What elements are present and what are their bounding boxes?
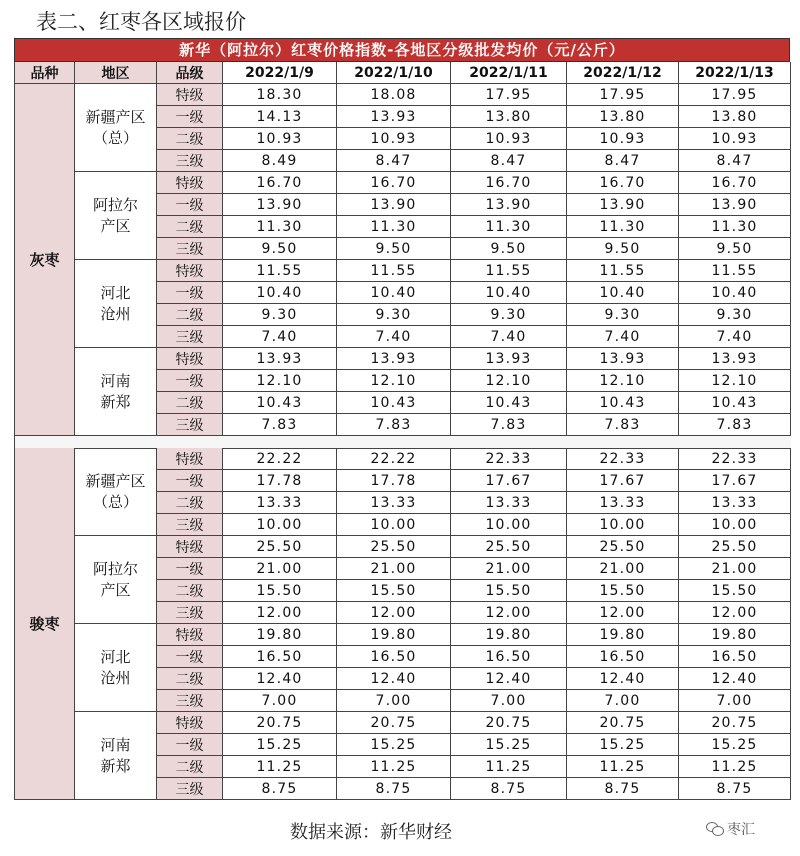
price-cell: 20.75	[567, 712, 679, 734]
price-cell: 10.43	[223, 392, 337, 414]
price-cell: 15.25	[451, 734, 567, 756]
grade-label: 一级	[157, 106, 223, 128]
price-cell: 8.75	[337, 778, 451, 800]
price-cell: 11.30	[337, 216, 451, 238]
price-cell: 22.22	[223, 448, 337, 470]
price-cell: 10.00	[337, 514, 451, 536]
price-cell: 9.30	[679, 304, 791, 326]
price-cell: 13.90	[223, 194, 337, 216]
region-name-line1: 河北	[100, 647, 131, 666]
grade-label: 特级	[157, 260, 223, 282]
price-cell: 10.93	[223, 128, 337, 150]
price-cell: 11.30	[567, 216, 679, 238]
price-cell: 13.93	[337, 106, 451, 128]
price-cell: 11.25	[451, 756, 567, 778]
region-name-line1: 河南	[100, 735, 131, 754]
region-name-line2: 沧州	[100, 304, 131, 323]
grade-label: 一级	[157, 370, 223, 392]
grade-label: 二级	[157, 304, 223, 326]
grade-label: 一级	[157, 734, 223, 756]
price-cell: 12.00	[223, 602, 337, 624]
price-cell: 9.30	[337, 304, 451, 326]
region-name-line2: 新郑	[100, 392, 131, 411]
price-cell: 9.50	[223, 238, 337, 260]
price-cell: 7.40	[567, 326, 679, 348]
price-cell: 17.78	[337, 470, 451, 492]
price-cell: 21.00	[679, 558, 791, 580]
price-cell: 13.90	[337, 194, 451, 216]
region-label	[75, 172, 157, 260]
price-cell: 15.50	[679, 580, 791, 602]
price-cell: 10.40	[451, 282, 567, 304]
price-cell: 16.70	[567, 172, 679, 194]
price-cell: 12.40	[567, 668, 679, 690]
variety-label: 灰枣	[15, 84, 75, 436]
header-region: 地区	[75, 62, 157, 84]
price-cell: 13.93	[223, 348, 337, 370]
price-cell: 8.75	[679, 778, 791, 800]
price-cell: 16.70	[451, 172, 567, 194]
header-variety: 品种	[15, 62, 75, 84]
price-cell: 15.50	[451, 580, 567, 602]
price-cell: 16.70	[223, 172, 337, 194]
price-cell: 8.49	[223, 150, 337, 172]
price-cell: 25.50	[567, 536, 679, 558]
price-cell: 16.70	[337, 172, 451, 194]
price-cell: 7.40	[679, 326, 791, 348]
price-cell: 10.43	[567, 392, 679, 414]
grade-label: 三级	[157, 778, 223, 800]
price-cell: 11.30	[451, 216, 567, 238]
price-cell: 7.40	[451, 326, 567, 348]
price-cell: 11.55	[679, 260, 791, 282]
price-cell: 22.33	[567, 448, 679, 470]
price-cell: 21.00	[223, 558, 337, 580]
price-cell: 10.43	[451, 392, 567, 414]
price-cell: 8.47	[567, 150, 679, 172]
price-cell: 20.75	[223, 712, 337, 734]
price-cell: 18.08	[337, 84, 451, 106]
price-cell: 20.75	[337, 712, 451, 734]
price-cell: 13.93	[679, 348, 791, 370]
region-label	[75, 624, 157, 712]
price-cell: 11.25	[223, 756, 337, 778]
grade-label: 二级	[157, 392, 223, 414]
price-cell: 7.00	[567, 690, 679, 712]
price-cell: 7.83	[679, 414, 791, 436]
price-cell: 11.25	[679, 756, 791, 778]
price-cell: 13.93	[567, 348, 679, 370]
variety-label: 骏枣	[15, 448, 75, 800]
grade-label: 二级	[157, 128, 223, 150]
price-cell: 13.33	[679, 492, 791, 514]
price-cell: 11.55	[451, 260, 567, 282]
price-cell: 10.93	[679, 128, 791, 150]
price-cell: 13.33	[567, 492, 679, 514]
region-name-line2: 新郑	[100, 756, 131, 775]
price-table-grid	[14, 62, 791, 800]
price-cell: 10.40	[567, 282, 679, 304]
region-name-line1: 新疆产区	[85, 471, 146, 490]
grade-label: 特级	[157, 348, 223, 370]
grade-label: 一级	[157, 282, 223, 304]
price-cell: 9.50	[337, 238, 451, 260]
price-cell: 21.00	[451, 558, 567, 580]
price-cell: 8.75	[451, 778, 567, 800]
price-cell: 10.43	[679, 392, 791, 414]
watermark	[706, 819, 755, 839]
price-cell: 8.75	[223, 778, 337, 800]
price-cell: 16.50	[679, 646, 791, 668]
price-cell: 22.33	[451, 448, 567, 470]
price-cell: 8.47	[451, 150, 567, 172]
price-cell: 13.33	[223, 492, 337, 514]
price-cell: 14.13	[223, 106, 337, 128]
price-cell: 12.10	[337, 370, 451, 392]
price-cell: 10.00	[567, 514, 679, 536]
price-cell: 10.00	[451, 514, 567, 536]
price-cell: 11.30	[679, 216, 791, 238]
price-cell: 12.00	[679, 602, 791, 624]
grade-label: 一级	[157, 558, 223, 580]
region-name-line2: 产区	[100, 216, 131, 235]
price-cell: 12.40	[223, 668, 337, 690]
grade-label: 一级	[157, 470, 223, 492]
price-cell: 9.50	[567, 238, 679, 260]
region-label	[75, 348, 157, 436]
price-cell: 13.80	[567, 106, 679, 128]
price-cell: 25.50	[337, 536, 451, 558]
region-name-line2: （总）	[92, 128, 138, 147]
price-cell: 22.22	[337, 448, 451, 470]
price-cell: 13.90	[567, 194, 679, 216]
price-cell: 17.95	[451, 84, 567, 106]
price-cell: 13.93	[337, 348, 451, 370]
grade-label: 二级	[157, 756, 223, 778]
price-cell: 12.40	[451, 668, 567, 690]
grade-label: 三级	[157, 326, 223, 348]
price-cell: 15.50	[337, 580, 451, 602]
price-cell: 12.10	[567, 370, 679, 392]
region-name-line1: 新疆产区	[85, 107, 146, 126]
price-cell: 13.93	[451, 348, 567, 370]
region-name-line1: 河北	[100, 283, 131, 302]
price-cell: 25.50	[679, 536, 791, 558]
header-date: 2022/1/9	[223, 62, 337, 84]
price-cell: 13.90	[451, 194, 567, 216]
grade-label: 二级	[157, 492, 223, 514]
price-cell: 12.10	[223, 370, 337, 392]
price-cell: 7.83	[223, 414, 337, 436]
price-cell: 11.55	[567, 260, 679, 282]
price-cell: 12.10	[451, 370, 567, 392]
region-label	[75, 712, 157, 800]
region-label	[75, 260, 157, 348]
price-cell: 10.00	[223, 514, 337, 536]
price-cell: 12.00	[451, 602, 567, 624]
price-cell: 16.50	[567, 646, 679, 668]
price-cell: 19.80	[567, 624, 679, 646]
grade-label: 三级	[157, 514, 223, 536]
price-cell: 11.55	[337, 260, 451, 282]
price-cell: 11.30	[223, 216, 337, 238]
grade-label: 三级	[157, 150, 223, 172]
header-date: 2022/1/12	[567, 62, 679, 84]
price-cell: 7.00	[223, 690, 337, 712]
price-cell: 7.00	[451, 690, 567, 712]
price-cell: 17.67	[451, 470, 567, 492]
price-cell: 22.33	[679, 448, 791, 470]
price-cell: 15.50	[223, 580, 337, 602]
price-cell: 16.70	[679, 172, 791, 194]
price-cell: 21.00	[337, 558, 451, 580]
price-cell: 9.30	[567, 304, 679, 326]
header-grade: 品级	[157, 62, 223, 84]
price-cell: 19.80	[337, 624, 451, 646]
price-cell: 11.25	[337, 756, 451, 778]
region-label	[75, 536, 157, 624]
region-name-line2: 产区	[100, 580, 131, 599]
price-cell: 10.43	[337, 392, 451, 414]
price-cell: 20.75	[451, 712, 567, 734]
price-cell: 19.80	[223, 624, 337, 646]
region-name-line1: 阿拉尔	[92, 559, 138, 578]
table-banner-title: 新华（阿拉尔）红枣价格指数-各地区分级批发均价（元/公斤）	[14, 38, 790, 62]
region-label	[75, 84, 157, 172]
price-cell: 7.83	[567, 414, 679, 436]
grade-label: 特级	[157, 624, 223, 646]
price-cell: 15.50	[567, 580, 679, 602]
region-label	[75, 448, 157, 536]
grade-label: 三级	[157, 238, 223, 260]
grade-label: 二级	[157, 216, 223, 238]
region-name-line2: （总）	[92, 492, 138, 511]
price-cell: 13.80	[679, 106, 791, 128]
price-cell: 21.00	[567, 558, 679, 580]
price-cell: 8.47	[679, 150, 791, 172]
grade-label: 三级	[157, 414, 223, 436]
price-cell: 10.00	[679, 514, 791, 536]
header-date: 2022/1/11	[451, 62, 567, 84]
price-cell: 15.25	[679, 734, 791, 756]
price-cell: 16.50	[223, 646, 337, 668]
price-cell: 17.95	[679, 84, 791, 106]
grade-label: 三级	[157, 690, 223, 712]
price-cell: 7.83	[337, 414, 451, 436]
table-caption: 表二、红枣各区域报价	[36, 10, 246, 34]
price-cell: 12.10	[679, 370, 791, 392]
region-name-line2: 沧州	[100, 668, 131, 687]
price-cell: 25.50	[223, 536, 337, 558]
price-cell: 8.75	[567, 778, 679, 800]
price-cell: 20.75	[679, 712, 791, 734]
price-cell: 7.00	[337, 690, 451, 712]
price-cell: 12.40	[337, 668, 451, 690]
grade-label: 一级	[157, 646, 223, 668]
price-cell: 17.95	[567, 84, 679, 106]
grade-label: 特级	[157, 84, 223, 106]
price-cell: 18.30	[223, 84, 337, 106]
price-cell: 17.67	[679, 470, 791, 492]
header-date: 2022/1/10	[337, 62, 451, 84]
price-cell: 10.93	[451, 128, 567, 150]
price-cell: 7.40	[337, 326, 451, 348]
price-cell: 17.78	[223, 470, 337, 492]
price-cell: 15.25	[567, 734, 679, 756]
price-cell: 10.40	[679, 282, 791, 304]
price-cell: 12.00	[567, 602, 679, 624]
price-cell: 10.93	[337, 128, 451, 150]
price-cell: 7.40	[223, 326, 337, 348]
price-cell: 19.80	[679, 624, 791, 646]
watermark-text: 枣汇	[727, 822, 755, 838]
price-cell: 8.47	[337, 150, 451, 172]
price-cell: 13.80	[451, 106, 567, 128]
price-cell: 15.25	[337, 734, 451, 756]
grade-label: 特级	[157, 172, 223, 194]
region-name-line1: 河南	[100, 371, 131, 390]
price-cell: 11.55	[223, 260, 337, 282]
price-cell: 12.40	[679, 668, 791, 690]
price-cell: 7.83	[451, 414, 567, 436]
price-cell: 12.00	[337, 602, 451, 624]
price-cell: 13.33	[337, 492, 451, 514]
price-cell: 25.50	[451, 536, 567, 558]
price-cell: 9.50	[451, 238, 567, 260]
price-cell: 10.40	[337, 282, 451, 304]
price-cell: 15.25	[223, 734, 337, 756]
grade-label: 特级	[157, 712, 223, 734]
grade-label: 特级	[157, 448, 223, 470]
price-cell: 17.67	[567, 470, 679, 492]
region-name-line1: 阿拉尔	[92, 195, 138, 214]
price-cell: 11.25	[567, 756, 679, 778]
price-cell: 13.90	[679, 194, 791, 216]
price-cell: 19.80	[451, 624, 567, 646]
wechat-icon	[706, 822, 724, 836]
price-cell: 10.93	[567, 128, 679, 150]
grade-label: 二级	[157, 668, 223, 690]
grade-label: 特级	[157, 536, 223, 558]
grade-label: 二级	[157, 580, 223, 602]
price-cell: 10.40	[223, 282, 337, 304]
price-cell: 9.50	[679, 238, 791, 260]
header-date: 2022/1/13	[679, 62, 791, 84]
price-cell: 9.30	[451, 304, 567, 326]
price-cell: 9.30	[223, 304, 337, 326]
price-cell: 13.33	[451, 492, 567, 514]
price-cell: 7.00	[679, 690, 791, 712]
price-cell: 16.50	[451, 646, 567, 668]
data-source-note: 数据来源：新华财经	[290, 822, 452, 843]
grade-label: 三级	[157, 602, 223, 624]
grade-label: 一级	[157, 194, 223, 216]
price-table	[14, 38, 790, 800]
price-cell: 16.50	[337, 646, 451, 668]
